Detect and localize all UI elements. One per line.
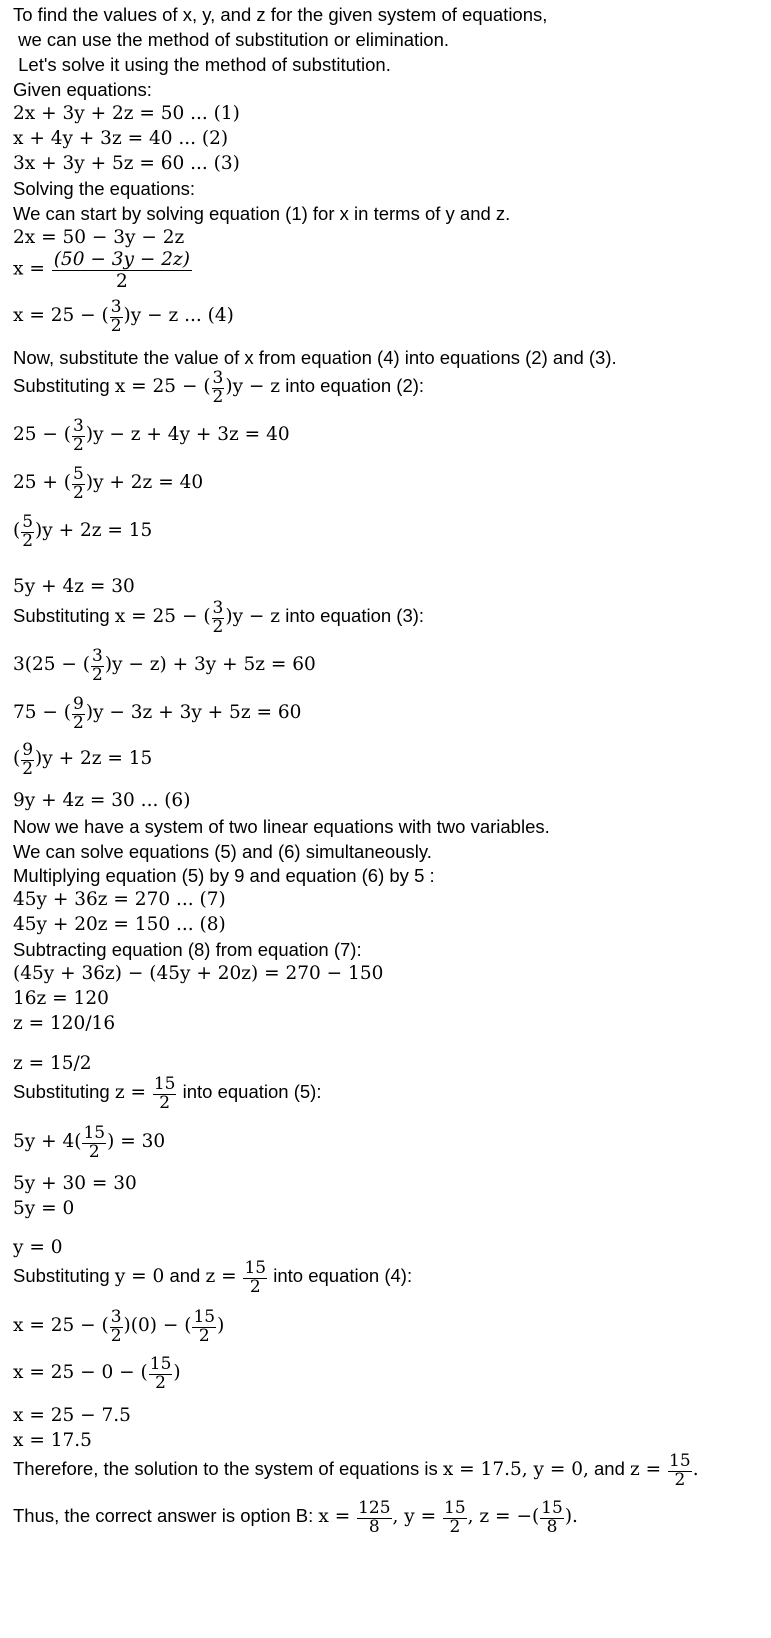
fraction-denominator: 2	[88, 1141, 100, 1162]
fraction-numerator: 15	[83, 1123, 106, 1143]
math-segment: ).	[564, 1506, 578, 1528]
math-segment: )y − z	[225, 606, 281, 628]
fraction-denominator: 2	[22, 758, 34, 779]
fraction-denominator: 2	[73, 434, 84, 455]
math-segment: )y − 3z + 3y + 5z = 60	[85, 702, 302, 724]
equation-line	[13, 742, 152, 779]
fraction	[443, 1500, 467, 1537]
text-segment: and	[164, 1265, 206, 1287]
math-segment: )y − z) + 3y + 5z = 60	[104, 654, 316, 676]
fraction	[91, 648, 104, 685]
text-line: Solving the equations:	[13, 178, 196, 199]
equation-line	[13, 1076, 321, 1113]
fraction-numerator: 3	[212, 598, 224, 618]
math-segment: )(0) − (	[123, 1315, 192, 1337]
equation-line: x + 4y + 3z = 40 ... (2)	[13, 128, 229, 149]
fraction	[540, 1500, 564, 1537]
equation-line	[13, 418, 290, 455]
equation-line	[13, 600, 424, 637]
equation-line: y = 0	[13, 1237, 63, 1258]
math-segment: (	[13, 748, 21, 770]
text-line: Subtracting equation (8) from equation (7):	[13, 939, 362, 960]
math-segment: )y − z + 4y + 3z = 40	[85, 424, 290, 446]
math-segment: z =	[630, 1459, 668, 1481]
text-line: we can use the method of substitution or elimination.	[13, 29, 450, 50]
equation-line	[13, 1260, 412, 1297]
fraction	[110, 299, 123, 336]
text-segment: into equation (5):	[177, 1081, 322, 1103]
math-segment: y = 0	[114, 1266, 165, 1288]
fraction-numerator: 125	[358, 1498, 391, 1518]
equation-line	[13, 514, 152, 551]
equation-line	[13, 250, 193, 292]
fraction	[21, 742, 34, 779]
fraction-numerator: 9	[22, 740, 34, 760]
fraction-numerator: 5	[22, 512, 34, 532]
math-segment: 25 + (	[13, 472, 72, 494]
fraction-denominator: 2	[212, 616, 224, 637]
text-line: Let's solve it using the method of substitution.	[13, 54, 391, 75]
fraction-numerator: 3	[110, 1307, 122, 1327]
equation-line	[13, 1500, 578, 1537]
fraction	[110, 1309, 123, 1346]
text-line: Now we have a system of two linear equations with two variables.	[13, 816, 550, 837]
fraction-denominator: 2	[73, 482, 84, 503]
fraction-denominator: 2	[155, 1372, 166, 1393]
text-segment: Therefore, the solution to the system of equations is	[13, 1458, 443, 1480]
equation-line: x = 25 − 7.5	[13, 1405, 131, 1426]
text-segment: into equation (2):	[280, 375, 425, 397]
math-segment: )	[217, 1315, 225, 1337]
fraction-numerator: 15	[153, 1074, 176, 1094]
math-segment: x = 25 − 0 − (	[13, 1362, 148, 1384]
equation-line	[13, 648, 316, 685]
math-segment: z =	[114, 1082, 152, 1104]
text-line: To find the values of x, y, and z for the given system of equations,	[13, 4, 548, 25]
text-line: We can solve equations (5) and (6) simultaneously.	[13, 841, 432, 862]
fraction	[153, 1076, 177, 1113]
equation-line	[13, 370, 424, 407]
fraction-numerator: 9	[73, 694, 84, 714]
equation-line: 45y + 20z = 150 ... (8)	[13, 914, 226, 935]
equation-line	[13, 1453, 699, 1490]
fraction	[72, 696, 85, 733]
math-segment: z =	[205, 1266, 243, 1288]
fraction-denominator: 2	[73, 712, 84, 733]
equation-line	[13, 299, 234, 336]
fraction-denominator: 2	[212, 386, 224, 407]
equation-line	[13, 1356, 181, 1393]
math-segment: x =	[13, 258, 51, 280]
math-segment: 75 − (	[13, 702, 72, 724]
equation-line: z = 15/2	[13, 1053, 92, 1074]
fraction	[72, 418, 85, 455]
text-segment: Substituting	[13, 1265, 115, 1287]
text-segment: Thus, the correct answer is option B:	[13, 1505, 319, 1527]
fraction-numerator: 3	[110, 297, 122, 317]
text-line: Multiplying equation (5) by 9 and equation (6) by 5 :	[13, 865, 435, 886]
math-segment: 5y + 4(	[13, 1131, 82, 1153]
text-segment: into equation (3):	[280, 605, 425, 627]
text-segment: into equation (4):	[268, 1265, 413, 1287]
equation-line: 2x = 50 − 3y − 2z	[13, 227, 185, 248]
fraction-numerator: 15	[669, 1451, 691, 1471]
equation-line	[13, 696, 301, 733]
fraction-denominator: 2	[110, 315, 122, 336]
equation-line: (45y + 36z) − (45y + 20z) = 270 − 150	[13, 963, 384, 984]
fraction-numerator: 3	[73, 416, 84, 436]
equation-line: 45y + 36z = 270 ... (7)	[13, 889, 226, 910]
fraction	[52, 250, 192, 292]
equation-line: 16z = 120	[13, 988, 109, 1009]
fraction-denominator: 2	[449, 1516, 461, 1537]
fraction-denominator: 8	[368, 1516, 380, 1537]
equation-line	[13, 1309, 224, 1346]
fraction	[72, 466, 85, 503]
math-segment: )y − z	[225, 376, 281, 398]
fraction-denominator: 2	[198, 1325, 210, 1346]
math-segment: x = 25 − (	[114, 606, 211, 628]
math-segment: x = 17.5, y = 0,	[442, 1459, 589, 1481]
math-segment: )y + 2z = 40	[85, 472, 204, 494]
fraction-denominator: 2	[115, 271, 128, 293]
fraction-denominator: 8	[546, 1516, 558, 1537]
math-segment: ) = 30	[107, 1131, 166, 1153]
fraction	[668, 1453, 692, 1490]
fraction	[212, 370, 225, 407]
math-segment: x =	[318, 1506, 357, 1528]
fraction-numerator: 15	[193, 1307, 216, 1327]
text-segment: Substituting	[13, 1081, 115, 1103]
fraction-numerator: 15	[244, 1258, 267, 1278]
text-line: Now, substitute the value of x from equation (4) into equations (2) and (3).	[13, 347, 617, 368]
math-segment: 3(25 − (	[13, 654, 91, 676]
fraction-denominator: 2	[159, 1092, 171, 1113]
fraction-numerator: 5	[73, 464, 84, 484]
equation-line	[13, 466, 203, 503]
math-segment: (	[13, 520, 21, 542]
fraction-denominator: 2	[249, 1276, 261, 1297]
fraction	[82, 1125, 106, 1162]
fraction-denominator: 2	[22, 530, 34, 551]
math-segment: x = 25 − (	[114, 376, 211, 398]
fraction-denominator: 2	[674, 1469, 686, 1490]
math-segment: 25 − (	[13, 424, 72, 446]
math-segment: x = 25 − (	[13, 1315, 109, 1337]
equation-line: 5y + 30 = 30	[13, 1173, 137, 1194]
math-segment: )	[173, 1362, 181, 1384]
fraction-numerator: 15	[444, 1498, 466, 1518]
math-segment: .	[692, 1459, 699, 1481]
equation-line: x = 17.5	[13, 1430, 92, 1451]
text-segment: Substituting	[13, 375, 115, 397]
equation-line: 3x + 3y + 5z = 60 ... (3)	[13, 153, 240, 174]
fraction	[212, 600, 225, 637]
fraction	[243, 1260, 267, 1297]
math-segment: x = 25 − (	[13, 305, 109, 327]
fraction	[357, 1500, 391, 1537]
equation-line: 2x + 3y + 2z = 50 ... (1)	[13, 103, 240, 124]
fraction-numerator: 15	[149, 1354, 172, 1374]
math-segment: , z = −(	[467, 1506, 540, 1528]
text-line: We can start by solving equation (1) for x in terms of y and z.	[13, 203, 511, 224]
equation-line: 5y = 0	[13, 1198, 75, 1219]
fraction	[21, 514, 34, 551]
text-line: Given equations:	[13, 79, 152, 100]
equation-line: z = 120/16	[13, 1013, 116, 1034]
equation-line	[13, 1125, 165, 1162]
fraction-denominator: 2	[92, 664, 103, 685]
fraction-numerator: 3	[92, 646, 103, 666]
fraction-denominator: 2	[110, 1325, 122, 1346]
equation-line: 9y + 4z = 30 ... (6)	[13, 790, 191, 811]
fraction-numerator: 15	[541, 1498, 563, 1518]
fraction-numerator: (50 − 3y − 2z)	[53, 249, 190, 270]
math-segment: , y =	[392, 1506, 443, 1528]
math-segment: )y + 2z = 15	[35, 520, 153, 542]
math-segment: )y + 2z = 15	[35, 748, 153, 770]
math-segment: )y − z ... (4)	[123, 305, 234, 327]
fraction	[149, 1356, 173, 1393]
text-segment: and	[588, 1458, 631, 1480]
fraction-numerator: 3	[212, 368, 224, 388]
text-segment: Substituting	[13, 605, 115, 627]
fraction	[192, 1309, 216, 1346]
equation-line: 5y + 4z = 30	[13, 576, 135, 597]
